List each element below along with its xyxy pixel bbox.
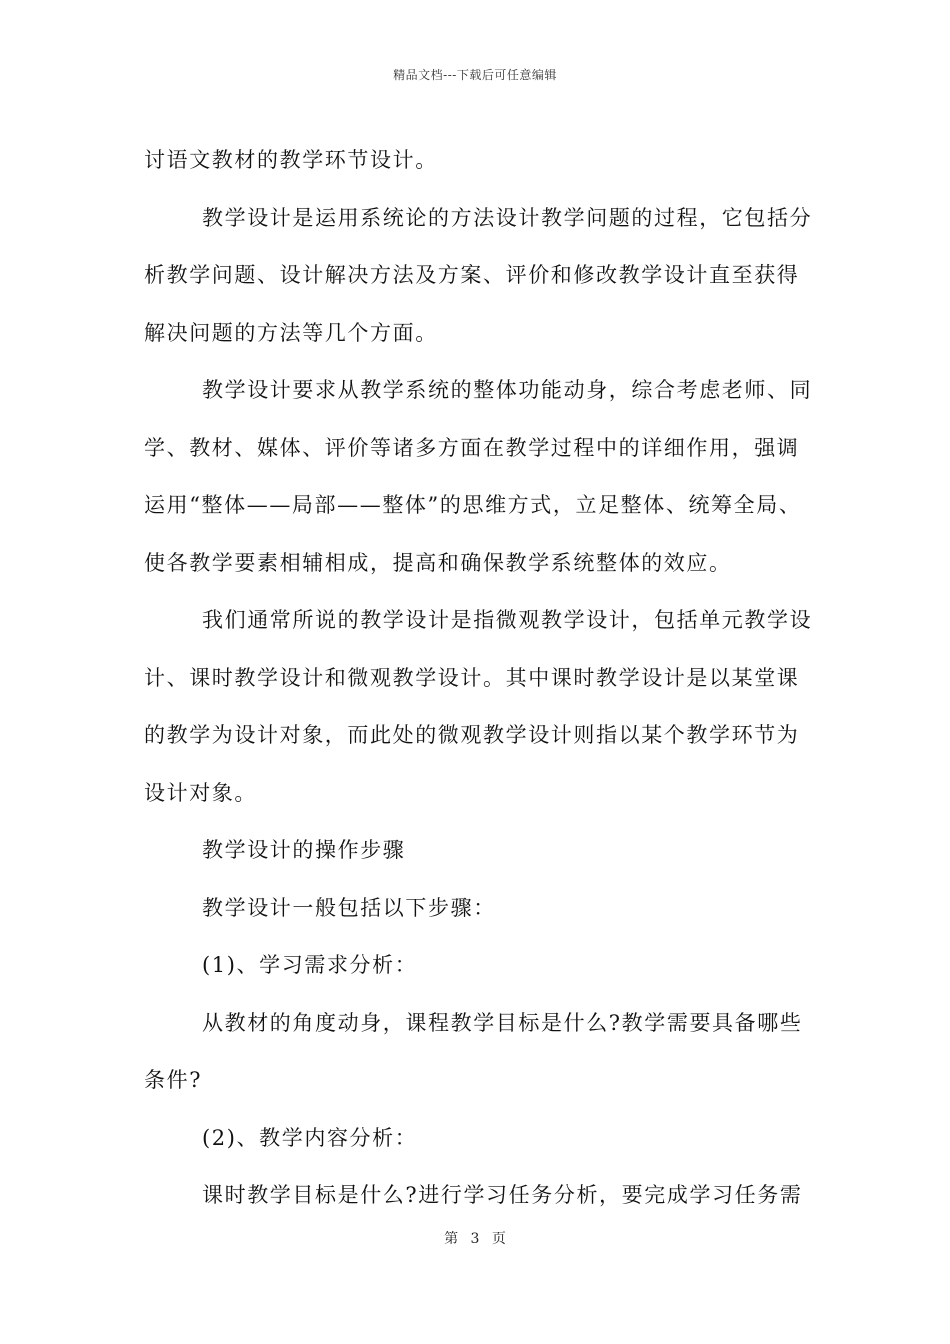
text-line: 课时教学目标是什么?进行学习任务分析，要完成学习任务需 (202, 1183, 803, 1207)
text-line: 学、教材、媒体、评价等诸多方面在教学过程中的详细作用，强调 (144, 435, 800, 460)
text-line: 教学设计一般包括以下步骤： (202, 895, 496, 920)
text-line: 设计对象。 (144, 780, 257, 805)
page-number-suffix: 页 (491, 1231, 506, 1247)
text-line: 教学设计是运用系统论的方法设计教学问题的过程，它包括分 (202, 205, 813, 230)
text-line: 析教学问题、设计解决方法及方案、评价和修改教学设计直至获得 (144, 263, 800, 287)
text-line: 使各教学要素相辅相成，提高和确保教学系统整体的效应。 (144, 550, 732, 575)
section-heading: 教学设计的操作步骤 (202, 838, 406, 862)
document-body (144, 132, 819, 1225)
text-line: 的教学为设计对象，而此处的微观教学设计则指以某个教学环节为 (144, 723, 800, 747)
text-line: 条件? (144, 1068, 203, 1092)
page-header: 精品文档---下载后可任意编辑 (393, 68, 557, 82)
text-line: 运用“整体——局部——整体”的思维方式，立足整体、统筹全局、 (144, 493, 802, 517)
page-number-prefix: 第 (444, 1231, 459, 1247)
step-heading: (1)、学习需求分析： (202, 953, 418, 977)
page-number: 3 (470, 1231, 480, 1247)
text-line: 教学设计要求从教学系统的整体功能动身，综合考虑老师、同 (202, 378, 813, 402)
page-footer (0, 1228, 950, 1248)
text-line: 解决问题的方法等几个方面。 (144, 320, 438, 345)
text-line: 我们通常所说的教学设计是指微观教学设计，包括单元教学设 (202, 608, 813, 632)
text-line: 从教材的角度动身，课程教学目标是什么?教学需要具备哪些 (202, 1010, 803, 1035)
step-heading: (2)、教学内容分析： (202, 1125, 418, 1150)
text-line: 讨语文教材的教学环节设计。 (144, 148, 438, 172)
text-line: 计、课时教学设计和微观教学设计。其中课时教学设计是以某堂课 (144, 665, 800, 690)
